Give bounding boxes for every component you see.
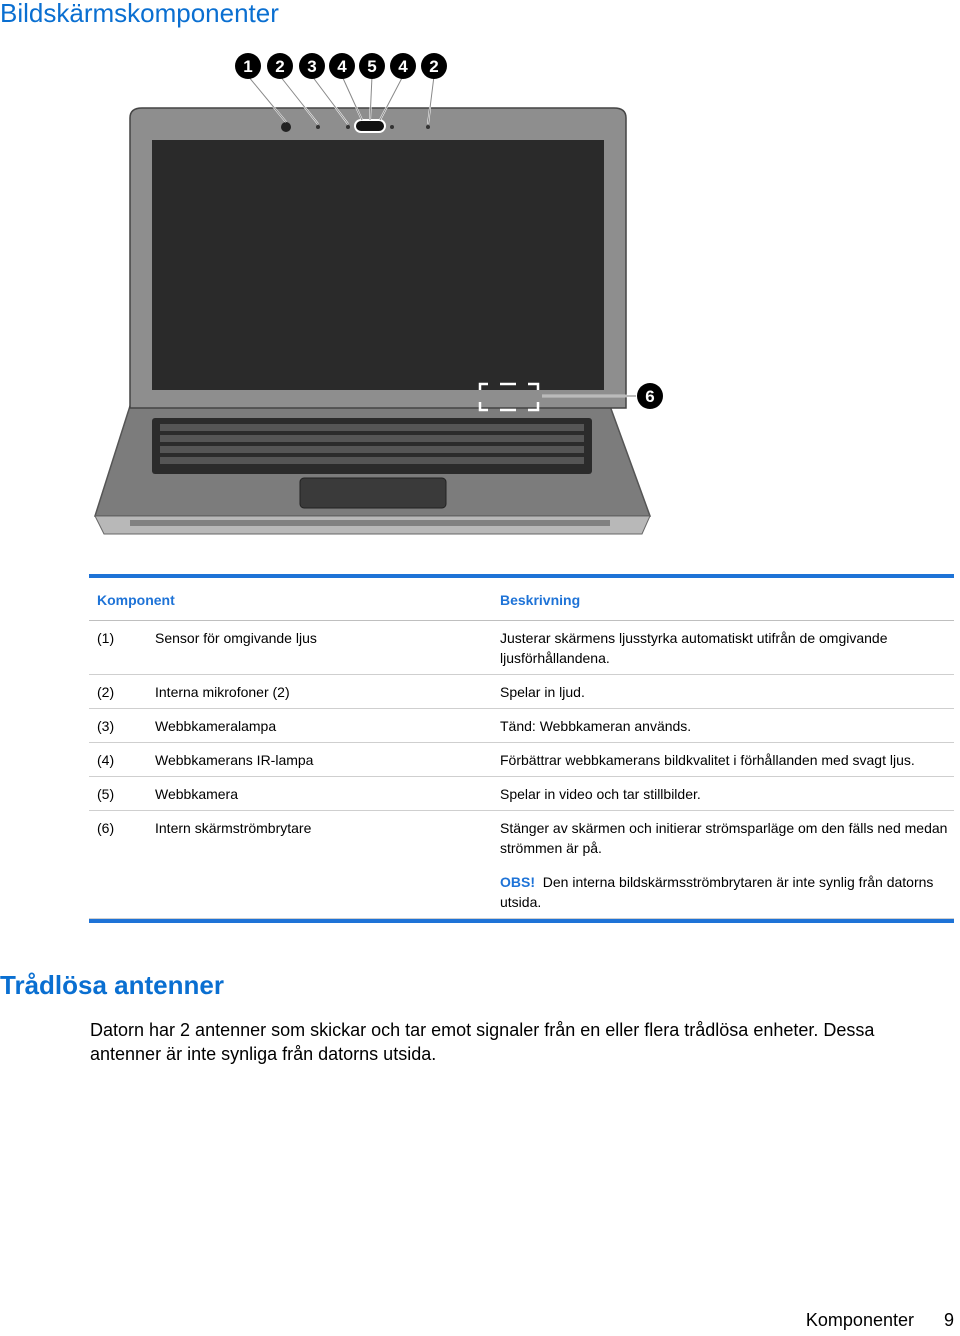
laptop-illustration — [90, 46, 670, 546]
row-name: Webbkamera — [155, 786, 239, 802]
row-description: Förbättrar webbkamerans bildkvalitet i förhållanden med svagt ljus. — [500, 752, 915, 768]
callout-6: 6 — [645, 387, 655, 406]
row-name: Interna mikrofoner (2) — [155, 684, 290, 700]
row-number: (4) — [97, 752, 115, 768]
row-number: (2) — [97, 684, 115, 700]
callout-4b: 4 — [398, 57, 408, 76]
callout-5: 5 — [367, 57, 377, 76]
row-description: Tänd: Webbkameran används. — [500, 718, 692, 734]
row-description: Spelar in video och tar stillbilder. — [500, 786, 701, 802]
page-title: Bildskärmskomponenter — [0, 0, 279, 28]
table-row — [89, 709, 954, 743]
callout-4: 4 — [337, 57, 347, 76]
header-description: Beskrivning — [500, 592, 581, 608]
note — [500, 872, 948, 912]
components-table — [89, 574, 954, 923]
table-row — [89, 743, 954, 777]
row-number: (3) — [97, 718, 115, 734]
row-description: Stänger av skärmen och initierar strömsparläge om den fälls ned medan strömmen är på. — [500, 820, 948, 856]
row-name: Webbkameralampa — [155, 718, 277, 734]
note-label: OBS! — [500, 874, 535, 890]
row-name: Sensor för omgivande ljus — [155, 630, 317, 646]
table-row — [89, 621, 954, 675]
note-text: Den interna bildskärmsströmbrytaren är inte synlig från datorns utsida. — [500, 874, 934, 910]
table-bottom-rule — [89, 919, 954, 923]
table-row — [89, 811, 954, 919]
webcam-icon — [355, 120, 385, 132]
section-body-antennas: Datorn har 2 antenner som skickar och tar emot signaler från en eller flera trådlösa enheter. Dessa antenner är inte synliga från datorns utsida. — [90, 1020, 875, 1064]
callout-2: 2 — [275, 57, 285, 76]
callout-3: 3 — [307, 57, 317, 76]
table-row — [89, 675, 954, 709]
row-description: Justerar skärmens ljusstyrka automatiskt utifrån de omgivande ljusförhållandena. — [500, 630, 888, 666]
page-number: 9 — [943, 1310, 954, 1330]
row-name: Webbkamerans IR-lampa — [155, 752, 314, 768]
row-number: (1) — [97, 630, 115, 646]
callout-1: 1 — [243, 57, 253, 76]
row-description: Spelar in ljud. — [500, 684, 585, 700]
row-name: Intern skärmströmbrytare — [155, 820, 312, 836]
footer-section: Komponenter — [805, 1310, 914, 1330]
page-footer — [806, 1310, 954, 1331]
section-title-antennas: Trådlösa antenner — [0, 970, 224, 1000]
callout-2b: 2 — [429, 57, 439, 76]
table-header — [89, 578, 954, 621]
table-row — [89, 777, 954, 811]
row-number: (6) — [97, 820, 115, 836]
ambient-light-sensor-icon — [281, 122, 291, 132]
header-component: Komponent — [97, 592, 175, 608]
row-number: (5) — [97, 786, 115, 802]
